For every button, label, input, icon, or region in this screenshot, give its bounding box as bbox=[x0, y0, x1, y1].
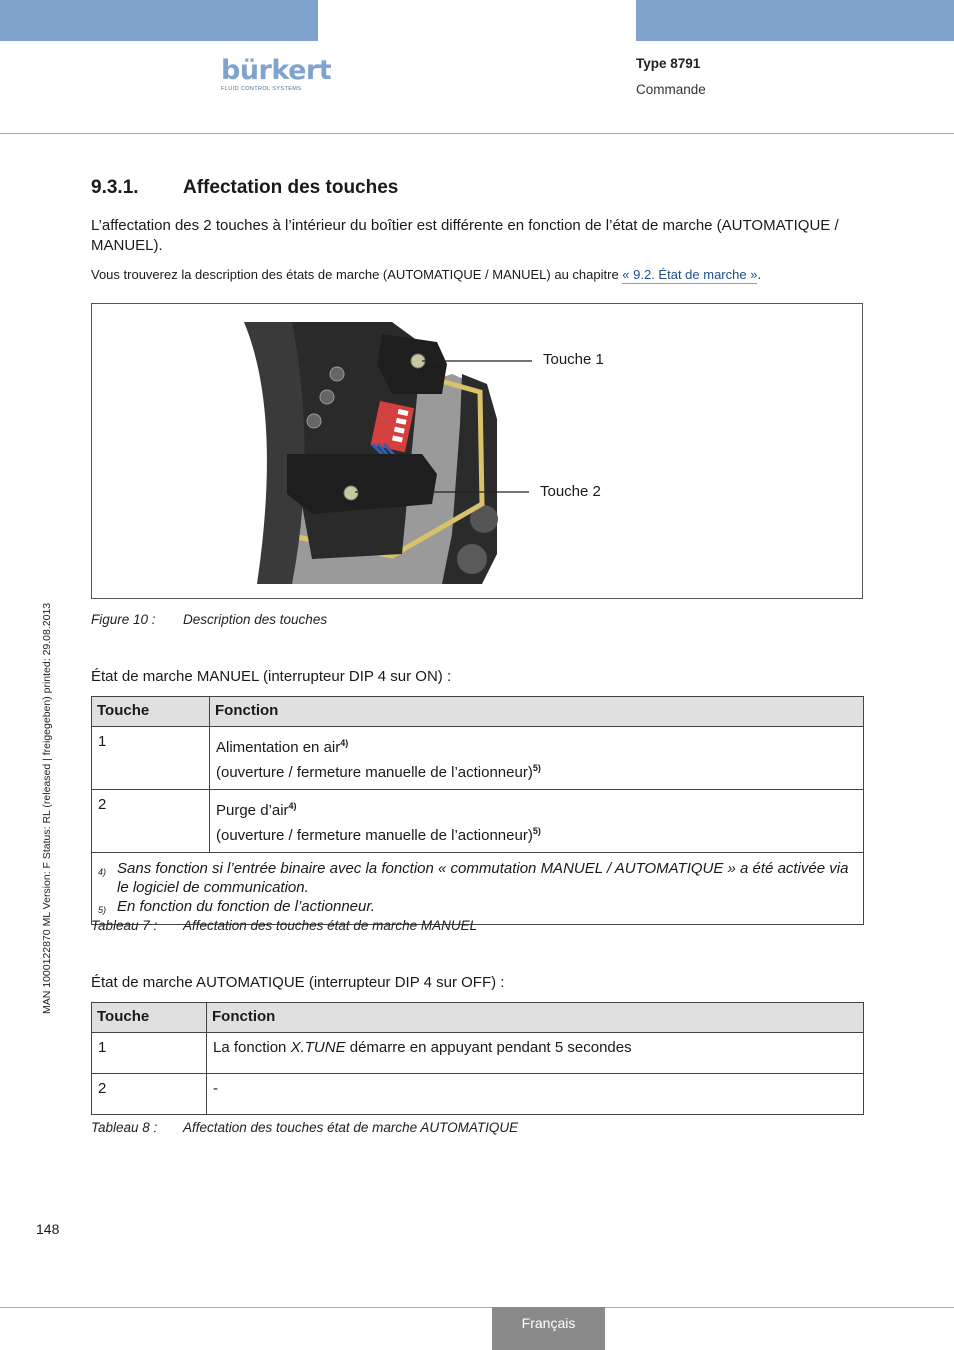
section-number: 9.3.1. bbox=[91, 177, 139, 198]
header-band-left bbox=[0, 0, 318, 41]
callout-touche-1: Touche 1 bbox=[543, 351, 604, 368]
table-row bbox=[92, 790, 864, 853]
figure-frame bbox=[91, 303, 863, 599]
table-7-caption-text: Affectation des touches état de marche MANUEL bbox=[183, 918, 478, 933]
table-row bbox=[92, 727, 864, 790]
side-document-id: MAN 1000122870 ML Version: F Status: RL (released | freigegeben) printed: 29.08.2013 bbox=[41, 602, 53, 1014]
table-7-caption bbox=[91, 918, 591, 938]
footnote-mark: 4) bbox=[98, 867, 107, 877]
key-cell: 2 bbox=[92, 1074, 207, 1115]
manual-table bbox=[91, 696, 864, 925]
column-header-fonction: Fonction bbox=[210, 697, 864, 727]
page-number: 148 bbox=[36, 1221, 60, 1237]
brand-tagline: FLUID CONTROL SYSTEMS bbox=[221, 86, 302, 92]
auto-table bbox=[91, 1002, 864, 1115]
callout-touche-2: Touche 2 bbox=[540, 483, 601, 500]
chapter-reference bbox=[91, 267, 761, 282]
column-header-touche: Touche bbox=[92, 1003, 207, 1033]
section-title: Affectation des touches bbox=[183, 177, 399, 198]
header-divider bbox=[0, 133, 954, 134]
figure-caption-text: Description des touches bbox=[183, 612, 328, 627]
table-row bbox=[92, 1033, 864, 1074]
footnote-ref: 4) bbox=[288, 801, 297, 811]
function-detail: (ouverture / fermeture manuelle de l’actionneur) bbox=[216, 764, 533, 781]
function-text: Alimentation en air bbox=[216, 739, 341, 756]
function-text-end: démarre en appuyant pendant 5 secondes bbox=[345, 1039, 632, 1056]
footnote-text: Sans fonction si l’entrée binaire avec la fonction « commutation MANUEL / AUTOMATIQUE » a été activée via le logiciel de communication. bbox=[117, 860, 849, 896]
footnote-ref: 5) bbox=[532, 826, 541, 836]
footnote-4 bbox=[98, 859, 857, 897]
function-name: X.TUNE bbox=[290, 1039, 346, 1056]
figure-caption-label: Figure 10 : bbox=[91, 612, 156, 627]
language-tab: Français bbox=[492, 1307, 605, 1350]
footnote-ref: 5) bbox=[532, 763, 541, 773]
function-text: La fonction bbox=[213, 1039, 291, 1056]
screw-3 bbox=[307, 414, 321, 428]
key-cell: 1 bbox=[92, 727, 210, 790]
table-7-caption-label: Tableau 7 : bbox=[91, 918, 158, 933]
device-illustration bbox=[92, 304, 862, 598]
column-header-touche: Touche bbox=[92, 697, 210, 727]
function-cell bbox=[210, 727, 864, 790]
chapter-link[interactable]: « 9.2. État de marche » bbox=[622, 267, 758, 282]
header-band-right bbox=[636, 0, 954, 41]
function-detail: (ouverture / fermeture manuelle de l’actionneur) bbox=[216, 827, 533, 844]
screw-1 bbox=[330, 367, 344, 381]
function-text: Purge d’air bbox=[216, 802, 289, 819]
table-8-caption bbox=[91, 1120, 591, 1140]
auto-state-label: État de marche AUTOMATIQUE (interrupteur DIP 4 sur OFF) : bbox=[91, 974, 505, 991]
function-cell bbox=[207, 1033, 864, 1074]
table-8-caption-label: Tableau 8 : bbox=[91, 1120, 158, 1135]
column-header-fonction: Fonction bbox=[207, 1003, 864, 1033]
intro-paragraph: L’affectation des 2 touches à l’intérieur du boîtier est différente en fonction de l’état de marche (AUTOMATIQUE / MANUEL). bbox=[91, 217, 839, 254]
footnote-mark: 5) bbox=[98, 905, 107, 915]
key-cell: 1 bbox=[92, 1033, 207, 1074]
reference-end: . bbox=[757, 267, 762, 282]
cable-gland-2 bbox=[457, 544, 487, 574]
footnote-5 bbox=[98, 897, 857, 920]
footnotes-row bbox=[92, 853, 864, 925]
table-8-caption-text: Affectation des touches état de marche AUTOMATIQUE bbox=[183, 1120, 519, 1135]
footnotes-cell bbox=[92, 853, 864, 925]
footer-divider bbox=[0, 1307, 954, 1308]
footnote-text: En fonction du fonction de l’actionneur. bbox=[117, 898, 375, 915]
doc-section: Commande bbox=[636, 82, 706, 97]
key-cell: 2 bbox=[92, 790, 210, 853]
burkert-logo bbox=[221, 55, 332, 97]
manual-state-label: État de marche MANUEL (interrupteur DIP 4 sur ON) : bbox=[91, 668, 452, 685]
table-header-row bbox=[92, 1003, 864, 1033]
screw-2 bbox=[320, 390, 334, 404]
figure-caption bbox=[91, 612, 491, 632]
table-header-row bbox=[92, 697, 864, 727]
reference-text: Vous trouverez la description des états de marche (AUTOMATIQUE / MANUEL) au chapitre bbox=[91, 267, 623, 282]
brand-name: bürkert bbox=[221, 55, 332, 86]
doc-type: Type 8791 bbox=[636, 56, 701, 71]
footnote-ref: 4) bbox=[340, 738, 349, 748]
cover-edge bbox=[244, 322, 305, 584]
touche-2-button bbox=[344, 486, 358, 500]
function-cell: - bbox=[207, 1074, 864, 1115]
function-cell bbox=[210, 790, 864, 853]
button-block-2 bbox=[287, 454, 437, 514]
table-row bbox=[92, 1074, 864, 1115]
